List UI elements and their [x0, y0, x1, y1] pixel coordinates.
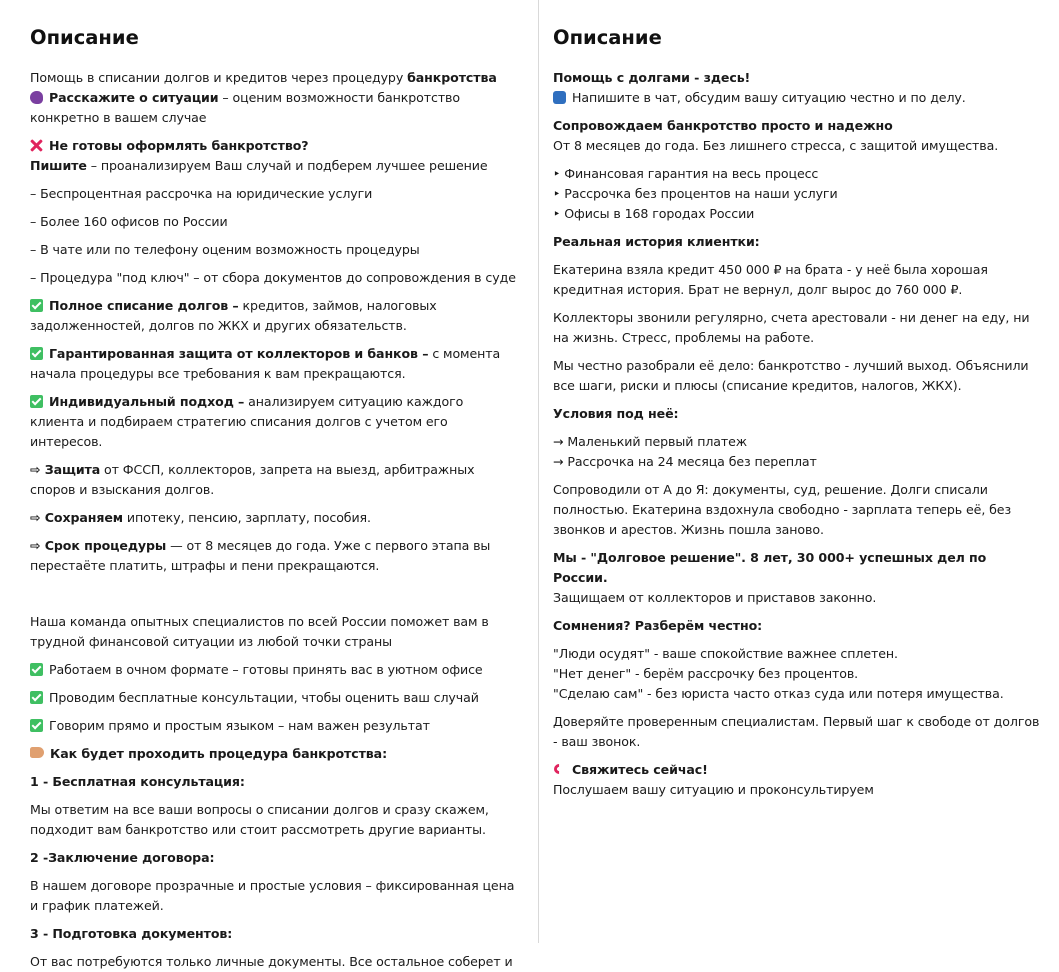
- check-bold: Полное списание долгов –: [49, 298, 239, 313]
- arrow-paragraph: [30, 508, 520, 528]
- not-ready-bold: Не готовы оформлять банкротство?: [49, 138, 309, 153]
- list-item: "Люди осудят" - ваше спокойствие важнее сплетен.: [553, 646, 898, 661]
- call-bold: Свяжитесь сейчас!: [572, 762, 708, 777]
- arrow-text: от ФССП, коллекторов, запрета на выезд, арбитражных споров и взыскания долгов.: [30, 462, 475, 497]
- left-title: Описание: [30, 26, 139, 49]
- step-title: [30, 924, 520, 944]
- trust-paragraph: Доверяйте проверенным специалистам. Первый шаг к свободе от долгов - ваш звонок.: [553, 714, 1040, 749]
- intro-paragraph: [30, 68, 520, 128]
- tell-text: – оценим возможности банкротство конкретно в вашем случае: [30, 90, 460, 125]
- how-text: Как будет проходить процедура банкротства:: [50, 746, 388, 761]
- check-mark-icon: [30, 347, 43, 360]
- team-check-text: Работаем в очном формате – готовы принять вас в уютном офисе: [49, 662, 483, 677]
- result-paragraph: Сопроводили от А до Я: документы, суд, решение. Долги списали полностью. Екатерина вздохнула свободно - зарплата теперь её, без звонков и арестов. Жизнь пошла заново.: [553, 482, 1012, 537]
- right-arrow-icon: ⇨: [30, 510, 45, 525]
- check-mark-icon: [30, 663, 43, 676]
- team-check: [30, 688, 520, 708]
- help-bold: Помощь с долгами - здесь!: [553, 70, 751, 85]
- list-item: ‣ Офисы в 168 городах России: [553, 206, 755, 221]
- tell-bold: Расскажите о ситуации: [49, 90, 219, 105]
- speaking-head-icon: [30, 91, 43, 104]
- conditions-list: [553, 432, 1045, 472]
- team-check: [30, 716, 520, 736]
- arrow-paragraph: [30, 536, 520, 576]
- help-paragraph: [553, 68, 1045, 108]
- bullet-item: – Более 160 офисов по России: [30, 214, 228, 229]
- mobile-phone-icon: [553, 91, 566, 104]
- check-mark-icon: [30, 299, 43, 312]
- team-check-text: Проводим бесплатные консультации, чтобы оценить ваш случай: [49, 690, 479, 705]
- help-text: Напишите в чат, обсудим вашу ситуацию честно и по делу.: [572, 90, 966, 105]
- pointing-hand-icon: [30, 747, 44, 758]
- list-item: "Нет денег" - берём рассрочку без процентов.: [553, 666, 859, 681]
- right-arrow-icon: ⇨: [30, 538, 45, 553]
- step3-title: 3 - Подготовка документов:: [30, 926, 233, 941]
- story-title: [553, 232, 1045, 252]
- bullet-item: – Процедура "под ключ" – от сбора документов до сопровождения в суде: [30, 270, 516, 285]
- list-item: "Сделаю сам" - без юриста часто отказ суда или потеря имущества.: [553, 686, 1004, 701]
- company-text: Защищаем от коллекторов и приставов законно.: [553, 590, 877, 605]
- conditions-title-text: Условия под неё:: [553, 406, 679, 421]
- arrow-bold: Срок процедуры: [44, 538, 167, 553]
- intro-bold: банкротства: [407, 70, 497, 85]
- list-item: → Маленький первый платеж: [553, 434, 748, 449]
- check-mark-icon: [30, 395, 43, 408]
- bullet-item: – В чате или по телефону оценим возможность процедуры: [30, 242, 420, 257]
- company-paragraph: [553, 548, 1045, 608]
- check-text: с момента начала процедуры все требования к вам прекращаются.: [30, 346, 501, 381]
- check-bold: Гарантированная защита от коллекторов и банков –: [49, 346, 429, 361]
- check-mark-icon: [30, 691, 43, 704]
- write-bold: Пишите: [30, 158, 87, 173]
- right-arrow-icon: ⇨: [30, 462, 45, 477]
- intro-text: Помощь в списании долгов и кредитов через процедуру: [30, 70, 408, 85]
- team-paragraph: Наша команда опытных специалистов по всей России поможет вам в трудной финансовой ситуации из любой точки страны: [30, 614, 489, 649]
- conditions-title: [553, 404, 1045, 424]
- feature-list: [553, 164, 1045, 224]
- step-text: Мы ответим на все ваши вопросы о списании долгов и сразу скажем, подходит вам банкротство или стоит рассмотреть другие варианты.: [30, 802, 489, 837]
- arrow-bold: Сохраняем: [44, 510, 124, 525]
- arrow-text: ипотеку, пенсию, зарплату, пособия.: [123, 510, 371, 525]
- story-paragraph: Коллекторы звонили регулярно, счета арестовали - ни денег на еду, ни на жизнь. Стресс, проблемы на работе.: [553, 310, 1030, 345]
- check-mark-icon: [30, 719, 43, 732]
- how-heading: [30, 744, 520, 764]
- cross-mark-icon: [30, 139, 43, 152]
- story-paragraph: Екатерина взяла кредит 450 000 ₽ на брата - у неё была хорошая кредитная история. Брат не вернул, долг вырос до 760 000 ₽.: [553, 262, 988, 297]
- telephone-receiver-icon: [553, 763, 566, 776]
- check-paragraph: [30, 344, 520, 384]
- arrow-paragraph: [30, 460, 520, 500]
- step-text: От вас потребуются только личные документы. Все остальное соберет и: [30, 954, 513, 969]
- check-bold: Индивидуальный подход –: [49, 394, 245, 409]
- step1-title: 1 - Бесплатная консультация:: [30, 774, 245, 789]
- check-text: анализируем ситуацию каждого клиента и подбираем стратегию списания долгов с учетом его интересов.: [30, 394, 464, 449]
- right-description-column: [539, 0, 1059, 943]
- company-bold: Мы - "Долговое решение". 8 лет, 30 000+ успешных дел по России.: [553, 550, 987, 585]
- support-text: От 8 месяцев до года. Без лишнего стресса, с защитой имущества.: [553, 138, 999, 153]
- bullet-item: – Беспроцентная рассрочка на юридические услуги: [30, 186, 373, 201]
- arrow-bold: Защита: [44, 462, 101, 477]
- doubts-title-text: Сомнения? Разберём честно:: [553, 618, 763, 633]
- spacer: [30, 584, 520, 612]
- team-check: [30, 660, 520, 680]
- doubts-list: [553, 644, 1045, 704]
- check-text: кредитов, займов, налоговых задолженностей, долгов по ЖКХ и других обязательств.: [30, 298, 437, 333]
- step2-title: 2 -Заключение договора:: [30, 850, 215, 865]
- step-title: [30, 772, 520, 792]
- list-item: ‣ Рассрочка без процентов на наши услуги: [553, 186, 838, 201]
- check-paragraph: [30, 392, 520, 452]
- list-item: → Рассрочка на 24 месяца без переплат: [553, 454, 817, 469]
- arrow-text: — от 8 месяцев до года. Уже с первого этапа вы перестаёте платить, штрафы и пени прекращаются.: [30, 538, 491, 573]
- step-title: [30, 848, 520, 868]
- call-text: Послушаем вашу ситуацию и проконсультируем: [553, 782, 874, 797]
- doubts-title: [553, 616, 1045, 636]
- check-paragraph: [30, 296, 520, 336]
- right-title: Описание: [553, 26, 662, 49]
- write-text: – проанализируем Ваш случай и подберем лучшее решение: [86, 158, 488, 173]
- call-paragraph: [553, 760, 1045, 800]
- support-bold: Сопровождаем банкротство просто и надежно: [553, 118, 893, 133]
- story-paragraph: Мы честно разобрали её дело: банкротство - лучший выход. Объяснили все шаги, риски и плюсы (списание кредитов, налогов, ЖКХ).: [553, 358, 1029, 393]
- not-ready-paragraph: [30, 136, 520, 176]
- step-text: В нашем договоре прозрачные и простые условия – фиксированная цена и график платежей.: [30, 878, 515, 913]
- list-item: ‣ Финансовая гарантия на весь процесс: [553, 166, 819, 181]
- support-paragraph: [553, 116, 1045, 156]
- team-check-text: Говорим прямо и простым языком – нам важен результат: [49, 718, 430, 733]
- story-title-text: Реальная история клиентки:: [553, 234, 760, 249]
